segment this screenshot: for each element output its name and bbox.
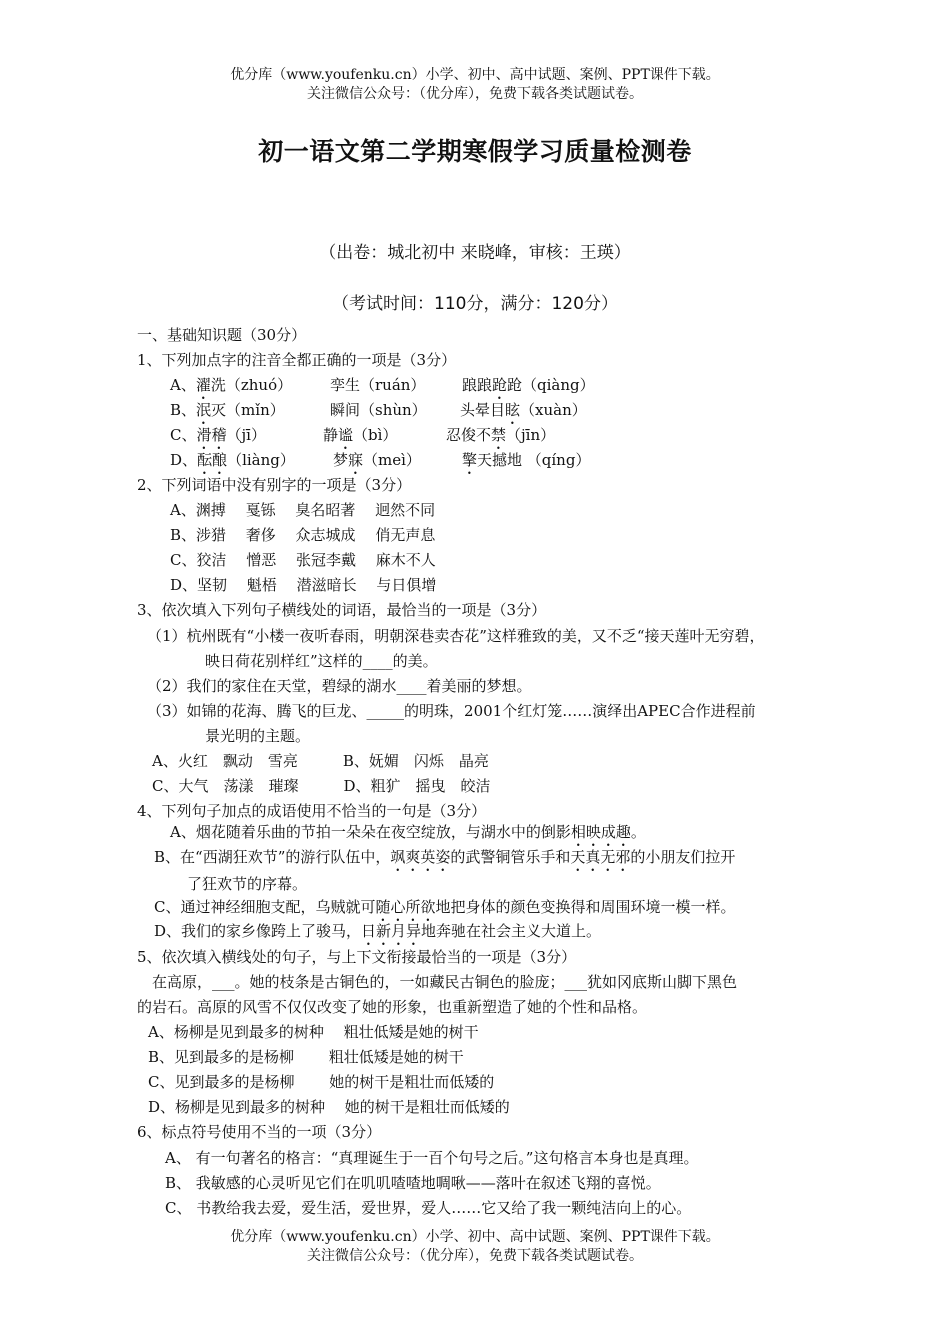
question-3-sentence-3: （3）如锦的花海、腾飞的巨龙、_____的明珠，2001个红灯笼……演绎出APEC合作进程前 — [147, 702, 756, 720]
question-2-option-d: D、坚韧 魁梧 潜滋暗长 与日俱增 — [170, 576, 437, 594]
question-2-stem: 2、下列词语中没有别字的一项是（3分） — [137, 476, 412, 494]
question-4-option-b-cont: 了狂欢节的序幕。 — [187, 875, 308, 893]
question-6-option-c: C、 书教给我去爱，爱生活，爱世界，爱人……它又给了我一颗纯洁向上的心。 — [165, 1199, 692, 1217]
question-3-sentence-2: （2）我们的家住在天堂，碧绿的湖水____着美丽的梦想。 — [147, 677, 532, 695]
author-line: （出卷：城北初中 来晓峰，审核：王瑛） — [319, 243, 631, 263]
question-5-option-d: D、杨柳是见到最多的树种 她的树干是粗壮而低矮的 — [148, 1098, 510, 1116]
question-5-option-b: B、见到最多的是杨柳 粗壮低矮是她的树干 — [148, 1048, 464, 1066]
question-3-stem: 3、依次填入下列句子横线处的词语，最恰当的一项是（3分） — [137, 601, 547, 619]
question-1-option-b: B、泯灭（mǐn） 瞬间（shùn） 头晕目眩（xuàn） — [170, 401, 587, 419]
question-2-option-b: B、涉猎 奢侈 众志城成 俏无声息 — [170, 526, 436, 544]
question-5-option-a: A、杨柳是见到最多的树种 粗壮低矮是她的树干 — [148, 1023, 479, 1041]
question-5-option-c: C、见到最多的是杨柳 她的树干是粗壮而低矮的 — [148, 1073, 495, 1091]
question-5-passage-2: 的岩石。高原的风雪不仅仅改变了她的形象，也重新塑造了她的个性和品格。 — [137, 998, 648, 1016]
question-6-option-a: A、 有一句著名的格言：“真理诞生于一百个句号之后。”这句格言本身也是真理。 — [165, 1149, 699, 1167]
exam-info: （考试时间：110分，满分：120分） — [332, 294, 618, 314]
footer-line-1: 优分库（www.youfenku.cn）小学、初中、高中试题、案例、PPT课件下载。 — [230, 1229, 720, 1245]
question-3-options-cd: C、大气 荡漾 璀璨 D、粗犷 摇曳 皎洁 — [152, 777, 491, 795]
question-1-option-a: A、濯洗（zhuó） 孪生（ruán） 踉踉跄跄（qiàng） — [170, 376, 595, 394]
question-3-sentence-1-cont: 映日荷花别样红”这样的____的美。 — [205, 652, 438, 670]
question-6-option-b: B、 我敏感的心灵听见它们在叽叽喳喳地啁啾——落叶在叙述飞翔的喜悦。 — [165, 1174, 661, 1192]
section-heading: 一、基础知识题（30分） — [137, 326, 307, 344]
question-2-option-a: A、渊搏 戛铄 臭名昭著 迥然不同 — [170, 501, 436, 519]
exam-title: 初一语文第二学期寒假学习质量检测卷 — [258, 137, 692, 166]
question-5-stem: 5、依次填入横线处的句子，与上下文衔接最恰当的一项是（3分） — [137, 948, 577, 966]
question-3-options-ab: A、火红 飘动 雪亮 B、妩媚 闪烁 晶亮 — [152, 752, 489, 770]
question-6-stem: 6、标点符号使用不当的一项（3分） — [137, 1123, 382, 1141]
question-3-sentence-3-cont: 景光明的主题。 — [205, 727, 311, 745]
header-line-2: 关注微信公众号：（优分库），免费下载各类试题试卷。 — [307, 86, 643, 102]
question-4-option-b: B、在“西湖狂欢节”的游行队伍中，飒爽英姿的武警铜管乐手和天真无邪的小朋友们拉开 — [154, 848, 736, 866]
footer-line-2: 关注微信公众号：（优分库），免费下载各类试题试卷。 — [307, 1248, 643, 1264]
header-line-1: 优分库（www.youfenku.cn）小学、初中、高中试题、案例、PPT课件下载。 — [230, 67, 720, 83]
question-3-sentence-1: （1）杭州既有“小楼一夜听春雨，明朝深巷卖杏花”这样雅致的美，又不乏“接天莲叶无穷碧， — [147, 627, 765, 645]
question-1-option-d: D、酝酿（liàng） 梦寐（meì） 擎天撼地 （qíng） — [170, 451, 591, 469]
question-4-option-c: C、通过神经细胞支配，乌贼就可随心所欲地把身体的颜色变换得和周围环境一模一样。 — [154, 898, 736, 916]
question-2-option-c: C、狡洁 憎恶 张冠李戴 麻木不人 — [170, 551, 436, 569]
question-5-passage-1: 在高原，___。她的枝条是古铜色的，一如藏民古铜色的脸庞；___犹如冈底斯山脚下黑色 — [152, 973, 738, 991]
question-4-stem: 4、下列句子加点的成语使用不恰当的一句是（3分） — [137, 802, 487, 820]
question-4-option-a: A、烟花随着乐曲的节拍一朵朵在夜空绽放，与湖水中的倒影相映成趣。 — [170, 823, 646, 841]
question-1-option-c: C、滑稽（jī） 静谧（bì） 忍俊不禁（jīn） — [170, 426, 556, 444]
question-4-option-d: D、我们的家乡像跨上了骏马，日新月异地奔驰在社会主义大道上。 — [154, 922, 602, 940]
question-1-stem: 1、下列加点字的注音全都正确的一项是（3分） — [137, 351, 457, 369]
